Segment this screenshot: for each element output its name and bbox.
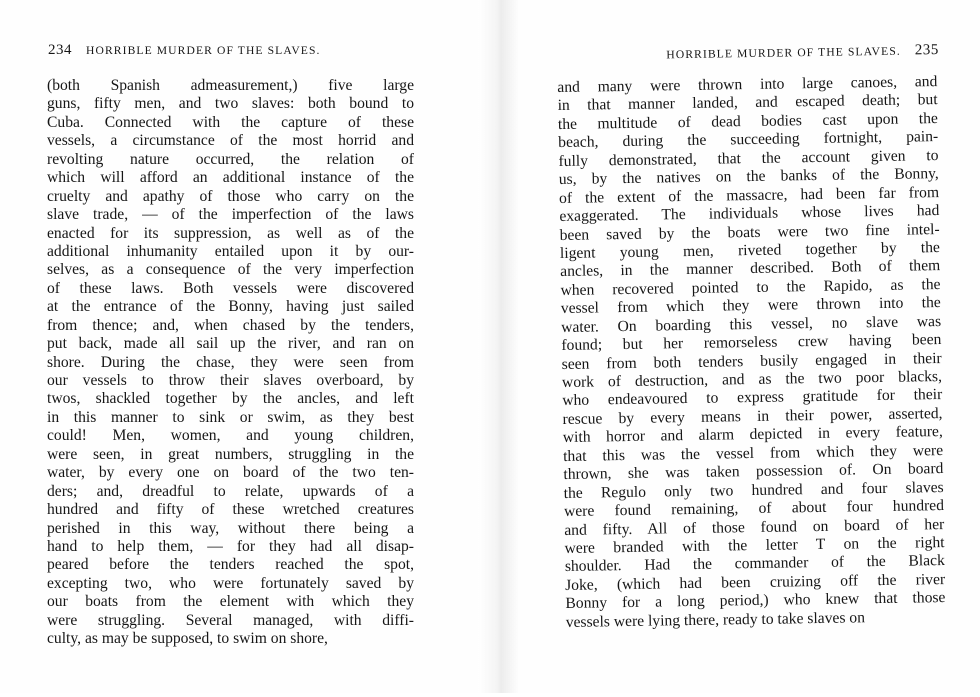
text-line: found; but her remorseless crew having been [561, 331, 942, 355]
left-page-text [47, 77, 414, 649]
text-line: culty, as may be supposed, to swim on shore, [47, 630, 328, 648]
text-line: with horror and alarm depicted in every feature, [562, 423, 943, 447]
text-line: beach, during the succeeding fortnight, pain- [558, 128, 939, 152]
right-page-number: 235 [914, 42, 939, 59]
text-line: our vessels to throw their slaves overboard, by [47, 372, 414, 389]
text-line: peared before the tenders reached the spot, [47, 556, 414, 574]
text-line: work of destruction, and as the two poor blacks, [561, 368, 943, 391]
text-line: us, by the natives on the banks of the Bonny, [558, 165, 939, 189]
text-line: water, by every one on board of the two ten- [47, 464, 414, 482]
text-line: vessels, a circumstance of the most horrid and [47, 132, 414, 150]
text-line: which will afford an additional instance of the [47, 169, 414, 187]
text-line: shoulder. Had the commander of the Black [564, 552, 945, 576]
text-line: in that manner landed, and escaped death; but [557, 91, 938, 115]
text-line: shore. During the chase, they were seen from [47, 353, 414, 371]
text-line: and fifty. All of those found on board of her [564, 515, 945, 539]
text-line: who endeavoured to express gratitude for their [562, 386, 943, 410]
text-line: (both Spanish admeasurement,) five large [47, 77, 414, 94]
text-line: at the entrance of the Bonny, having just sailed [47, 298, 414, 316]
gutter [478, 0, 520, 693]
text-line: were found remaining, of about four hundred [563, 497, 945, 521]
text-line: of the extent of the massacre, had been far from [558, 183, 940, 207]
left-running-title: HORRIBLE MURDER OF THE SLAVES. [86, 44, 321, 57]
text-line: seen from both tenders busily engaged in their [561, 349, 942, 373]
left-running-head [48, 42, 428, 59]
text-line: from thence; and, when chased by the tenders, [47, 316, 414, 334]
text-line: water. On boarding this vessel, no slave was [560, 312, 942, 336]
text-line: ligent young men, riveted together by the [559, 238, 941, 262]
text-line: twos, shackled together by the ancles, and left [47, 390, 414, 408]
text-line: enacted for its suppression, as well as of the [47, 224, 414, 242]
text-line: Cuba. Connected with the capture of these [47, 113, 414, 131]
text-line: and many were thrown into large canoes, and [557, 73, 938, 97]
text-line: that this was the vessel from which they were [563, 441, 944, 465]
text-line: were seen, in great numbers, struggling in the [47, 445, 414, 463]
text-line: ancles, in the manner described. Both of them [560, 257, 941, 281]
text-line: ders; and, dreadful to relate, upwards of a [47, 482, 414, 500]
text-line: Joke, (which had been cruizing off the river [565, 570, 946, 594]
text-line: the multitude of dead bodies cast upon the [557, 109, 939, 133]
text-line: excepting two, who were fortunately saved by [47, 574, 414, 592]
text-line: fully demonstrated, that the account given to [558, 146, 939, 170]
text-line: of these laws. Both vessels were discovered [47, 279, 414, 297]
left-page-number: 234 [48, 42, 72, 58]
text-line: slave trade, — of the imperfection of the laws [47, 206, 414, 224]
text-line: could! Men, women, and young children, [47, 427, 414, 445]
text-line: selves, as a consequence of the very imperfection [47, 261, 414, 279]
text-line: the Regulo only two hundred and four slaves [563, 478, 944, 502]
text-line: our boats from the element with which they [47, 593, 414, 611]
text-line: were branded with the letter T on the right [564, 533, 945, 557]
text-line: cruelty and apathy of those who carry on the [47, 187, 414, 205]
text-line: additional inhumanity entailed upon it by our- [47, 242, 414, 260]
text-line: guns, fifty men, and two slaves: both bound to [47, 95, 414, 113]
text-line: rescue by every means in their power, asserted, [562, 404, 943, 428]
text-line: in this manner to sink or swim, as they best [47, 408, 414, 426]
text-line: put back, made all sail up the river, and ran on [47, 335, 414, 353]
right-running-head [594, 42, 939, 64]
text-line: revolting nature occurred, the relation of [47, 150, 414, 168]
text-line: exaggerated. The individuals whose lives had [559, 202, 940, 226]
text-line: hand to help them, — for they had all disap- [47, 537, 414, 555]
text-line: when recovered pointed to the Rapido, as the [560, 275, 941, 299]
text-line: Bonny for a long period,) who knew that those [565, 589, 946, 613]
right-running-title: HORRIBLE MURDER OF THE SLAVES. [666, 44, 901, 62]
text-line: thrown, she was taken possession of. On board [563, 460, 944, 484]
text-line: vessels were lying there, ready to take slaves on [565, 608, 866, 631]
text-line: hundred and fifty of these wretched creatures [47, 501, 414, 519]
text-line: vessel from which they were thrown into the [560, 294, 941, 318]
text-line: been saved by the boats were two fine intel- [559, 220, 940, 244]
right-page [520, 0, 980, 697]
right-page-text [557, 73, 946, 632]
text-line: perished in this way, without there being a [47, 519, 414, 537]
left-page [0, 0, 478, 693]
text-line: were struggling. Several managed, with diffi- [47, 611, 414, 629]
